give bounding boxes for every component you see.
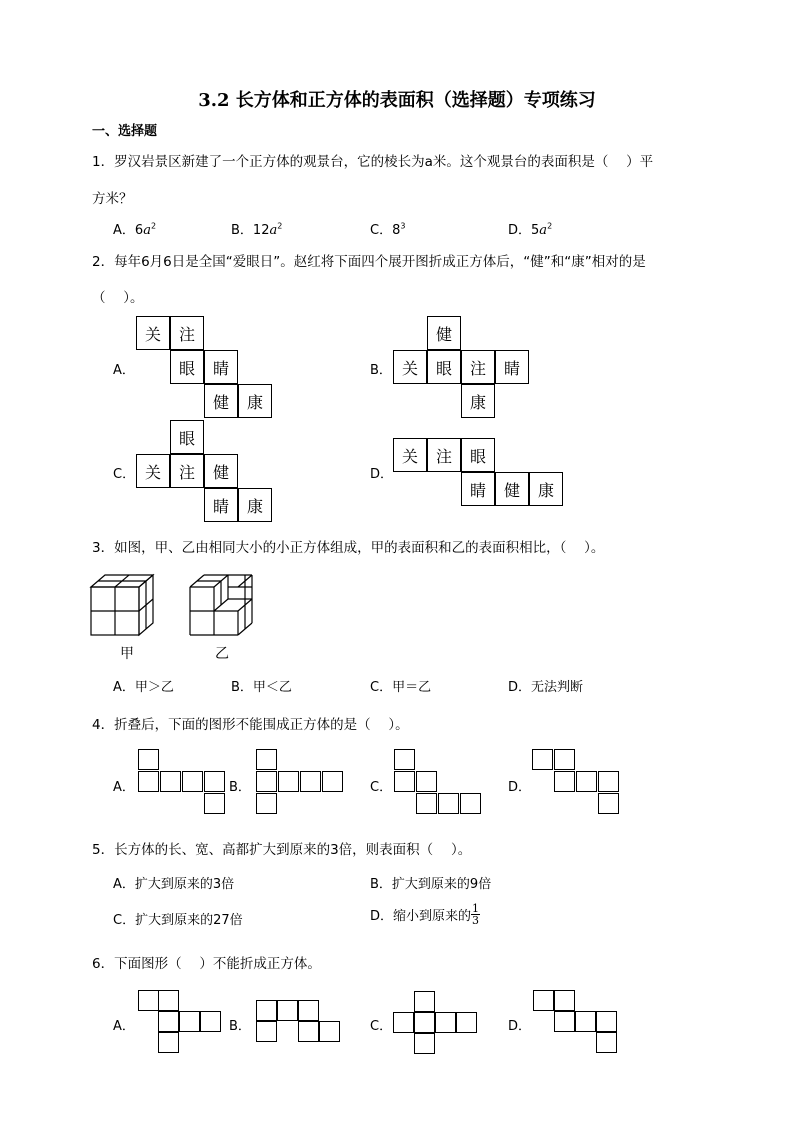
net-square xyxy=(158,990,179,1011)
net-square xyxy=(532,749,553,770)
net-square xyxy=(456,1012,477,1033)
net-cell: 健 xyxy=(427,316,461,350)
q5-option-b[interactable]: B．扩大到原来的9倍 xyxy=(370,877,492,892)
net-square xyxy=(554,990,575,1011)
q3-option-a[interactable]: A．甲＞乙 xyxy=(113,680,174,695)
q6-option-c-label[interactable]: C． xyxy=(370,1019,393,1034)
net-square xyxy=(158,1011,179,1032)
net-square xyxy=(598,793,619,814)
q2-option-c-label[interactable]: C． xyxy=(113,467,136,482)
net-square xyxy=(204,771,225,792)
net-square xyxy=(182,771,203,792)
net-square xyxy=(160,771,181,792)
net-cell: 关 xyxy=(393,350,427,384)
net-square xyxy=(394,771,415,792)
net-cell: 眼 xyxy=(170,350,204,384)
q5-option-d[interactable]: D．缩小到原来的 $\frac{1}{3}$ xyxy=(370,902,480,927)
net-square xyxy=(179,1011,200,1032)
figure-label-jia: 甲 xyxy=(120,646,134,662)
net-cell: 眼 xyxy=(461,438,495,472)
q6-option-d-label[interactable]: D． xyxy=(508,1019,532,1034)
net-square xyxy=(416,771,437,792)
question-2-text: 2．每年6月6日是全国“爱眼日”。赵红将下面四个展开图折成正方体后，“健”和“康”相对的是 xyxy=(92,254,646,270)
q5-option-c[interactable]: C．扩大到原来的27倍 xyxy=(113,913,243,928)
net-square xyxy=(300,771,321,792)
net-square xyxy=(596,1032,617,1053)
net-square xyxy=(435,1012,456,1033)
net-square xyxy=(598,771,619,792)
net-cell: 注 xyxy=(170,316,204,350)
cube-figure-jia xyxy=(90,573,160,637)
net-square xyxy=(138,771,159,792)
net-square xyxy=(393,1012,414,1033)
net-cell: 关 xyxy=(393,438,427,472)
net-cell: 注 xyxy=(170,454,204,488)
net-square xyxy=(256,771,277,792)
net-square xyxy=(575,1011,596,1032)
net-cell: 眼 xyxy=(427,350,461,384)
net-square xyxy=(256,1000,277,1021)
net-cell: 健 xyxy=(204,384,238,418)
net-square xyxy=(256,749,277,770)
net-cell: 注 xyxy=(461,350,495,384)
question-4-text: 4．折叠后，下面的图形不能围成正方体的是（ ）。 xyxy=(92,717,409,733)
net-cell: 睛 xyxy=(461,472,495,506)
net-cell: 康 xyxy=(529,472,563,506)
net-square xyxy=(319,1021,340,1042)
net-square xyxy=(533,990,554,1011)
question-1-text: 1．罗汉岩景区新建了一个正方体的观景台，它的棱长为a米。这个观景台的表面积是（ ）平 xyxy=(92,154,654,170)
section-heading: 一、选择题 xyxy=(92,124,158,139)
q3-option-b[interactable]: B．甲＜乙 xyxy=(231,680,292,695)
q4-option-b-label[interactable]: B． xyxy=(229,780,251,795)
figure-label-yi: 乙 xyxy=(215,646,229,662)
question-3-text: 3．如图，甲、乙由相同大小的小正方体组成，甲的表面积和乙的表面积相比，（ ）。 xyxy=(92,540,605,556)
net-square xyxy=(278,771,299,792)
net-square xyxy=(158,1032,179,1053)
q6-option-a-label[interactable]: A． xyxy=(113,1019,135,1034)
question-6-text: 6．下面图形（ ）不能折成正方体。 xyxy=(92,956,321,972)
net-cell: 睛 xyxy=(495,350,529,384)
net-square xyxy=(256,793,277,814)
question-2-text-cont: （ ）。 xyxy=(92,290,144,306)
question-5-text: 5．长方体的长、宽、高都扩大到原来的3倍，则表面积（ ）。 xyxy=(92,842,472,858)
q2-option-b-label[interactable]: B． xyxy=(370,363,392,378)
net-square xyxy=(138,990,159,1011)
net-cell: 关 xyxy=(136,454,170,488)
net-square xyxy=(554,771,575,792)
q2-option-d-label[interactable]: D． xyxy=(370,467,394,482)
question-1-text-cont: 方米？ xyxy=(92,191,133,207)
net-cell: 健 xyxy=(204,454,238,488)
net-cell: 眼 xyxy=(170,420,204,454)
q3-option-c[interactable]: C．甲＝乙 xyxy=(370,680,432,695)
page-title: 3.2 长方体和正方体的表面积（选择题）专项练习 xyxy=(198,90,596,111)
net-cell: 注 xyxy=(427,438,461,472)
q4-option-a-label[interactable]: A． xyxy=(113,780,135,795)
net-cell: 康 xyxy=(238,384,272,418)
net-square xyxy=(204,793,225,814)
net-cell: 关 xyxy=(136,316,170,350)
net-square xyxy=(298,1000,319,1021)
q1-option-a[interactable]: A．$6a^2$ xyxy=(113,221,157,238)
net-square xyxy=(277,1000,298,1021)
net-square xyxy=(298,1021,319,1042)
net-square xyxy=(322,771,343,792)
net-square xyxy=(554,749,575,770)
net-square xyxy=(394,749,415,770)
q4-option-d-label[interactable]: D． xyxy=(508,780,532,795)
net-square xyxy=(138,749,159,770)
q1-option-b[interactable]: B．$12a^2$ xyxy=(231,221,283,238)
net-cell: 康 xyxy=(238,488,272,522)
net-square xyxy=(596,1011,617,1032)
net-cell: 健 xyxy=(495,472,529,506)
net-cell: 睛 xyxy=(204,350,238,384)
net-cell: 康 xyxy=(461,384,495,418)
net-square xyxy=(460,793,481,814)
q6-option-b-label[interactable]: B． xyxy=(229,1019,251,1034)
net-square xyxy=(554,1011,575,1032)
q4-option-c-label[interactable]: C． xyxy=(370,780,393,795)
q3-option-d[interactable]: D．无法判断 xyxy=(508,680,584,695)
net-square xyxy=(200,1011,221,1032)
q1-option-d[interactable]: D．$5a^2$ xyxy=(508,221,553,238)
q5-option-a[interactable]: A．扩大到原来的3倍 xyxy=(113,877,235,892)
q1-option-c[interactable]: C．$8^3$ xyxy=(370,221,406,238)
fraction: $\frac{1}{3}$ xyxy=(472,902,480,927)
q2-option-a-label[interactable]: A． xyxy=(113,363,135,378)
net-square xyxy=(256,1021,277,1042)
cube-figure-yi xyxy=(189,573,259,637)
net-square xyxy=(438,793,459,814)
net-square xyxy=(416,793,437,814)
net-square xyxy=(414,1012,435,1033)
net-cell: 睛 xyxy=(204,488,238,522)
net-square xyxy=(414,1033,435,1054)
net-square xyxy=(414,991,435,1012)
net-square xyxy=(576,771,597,792)
